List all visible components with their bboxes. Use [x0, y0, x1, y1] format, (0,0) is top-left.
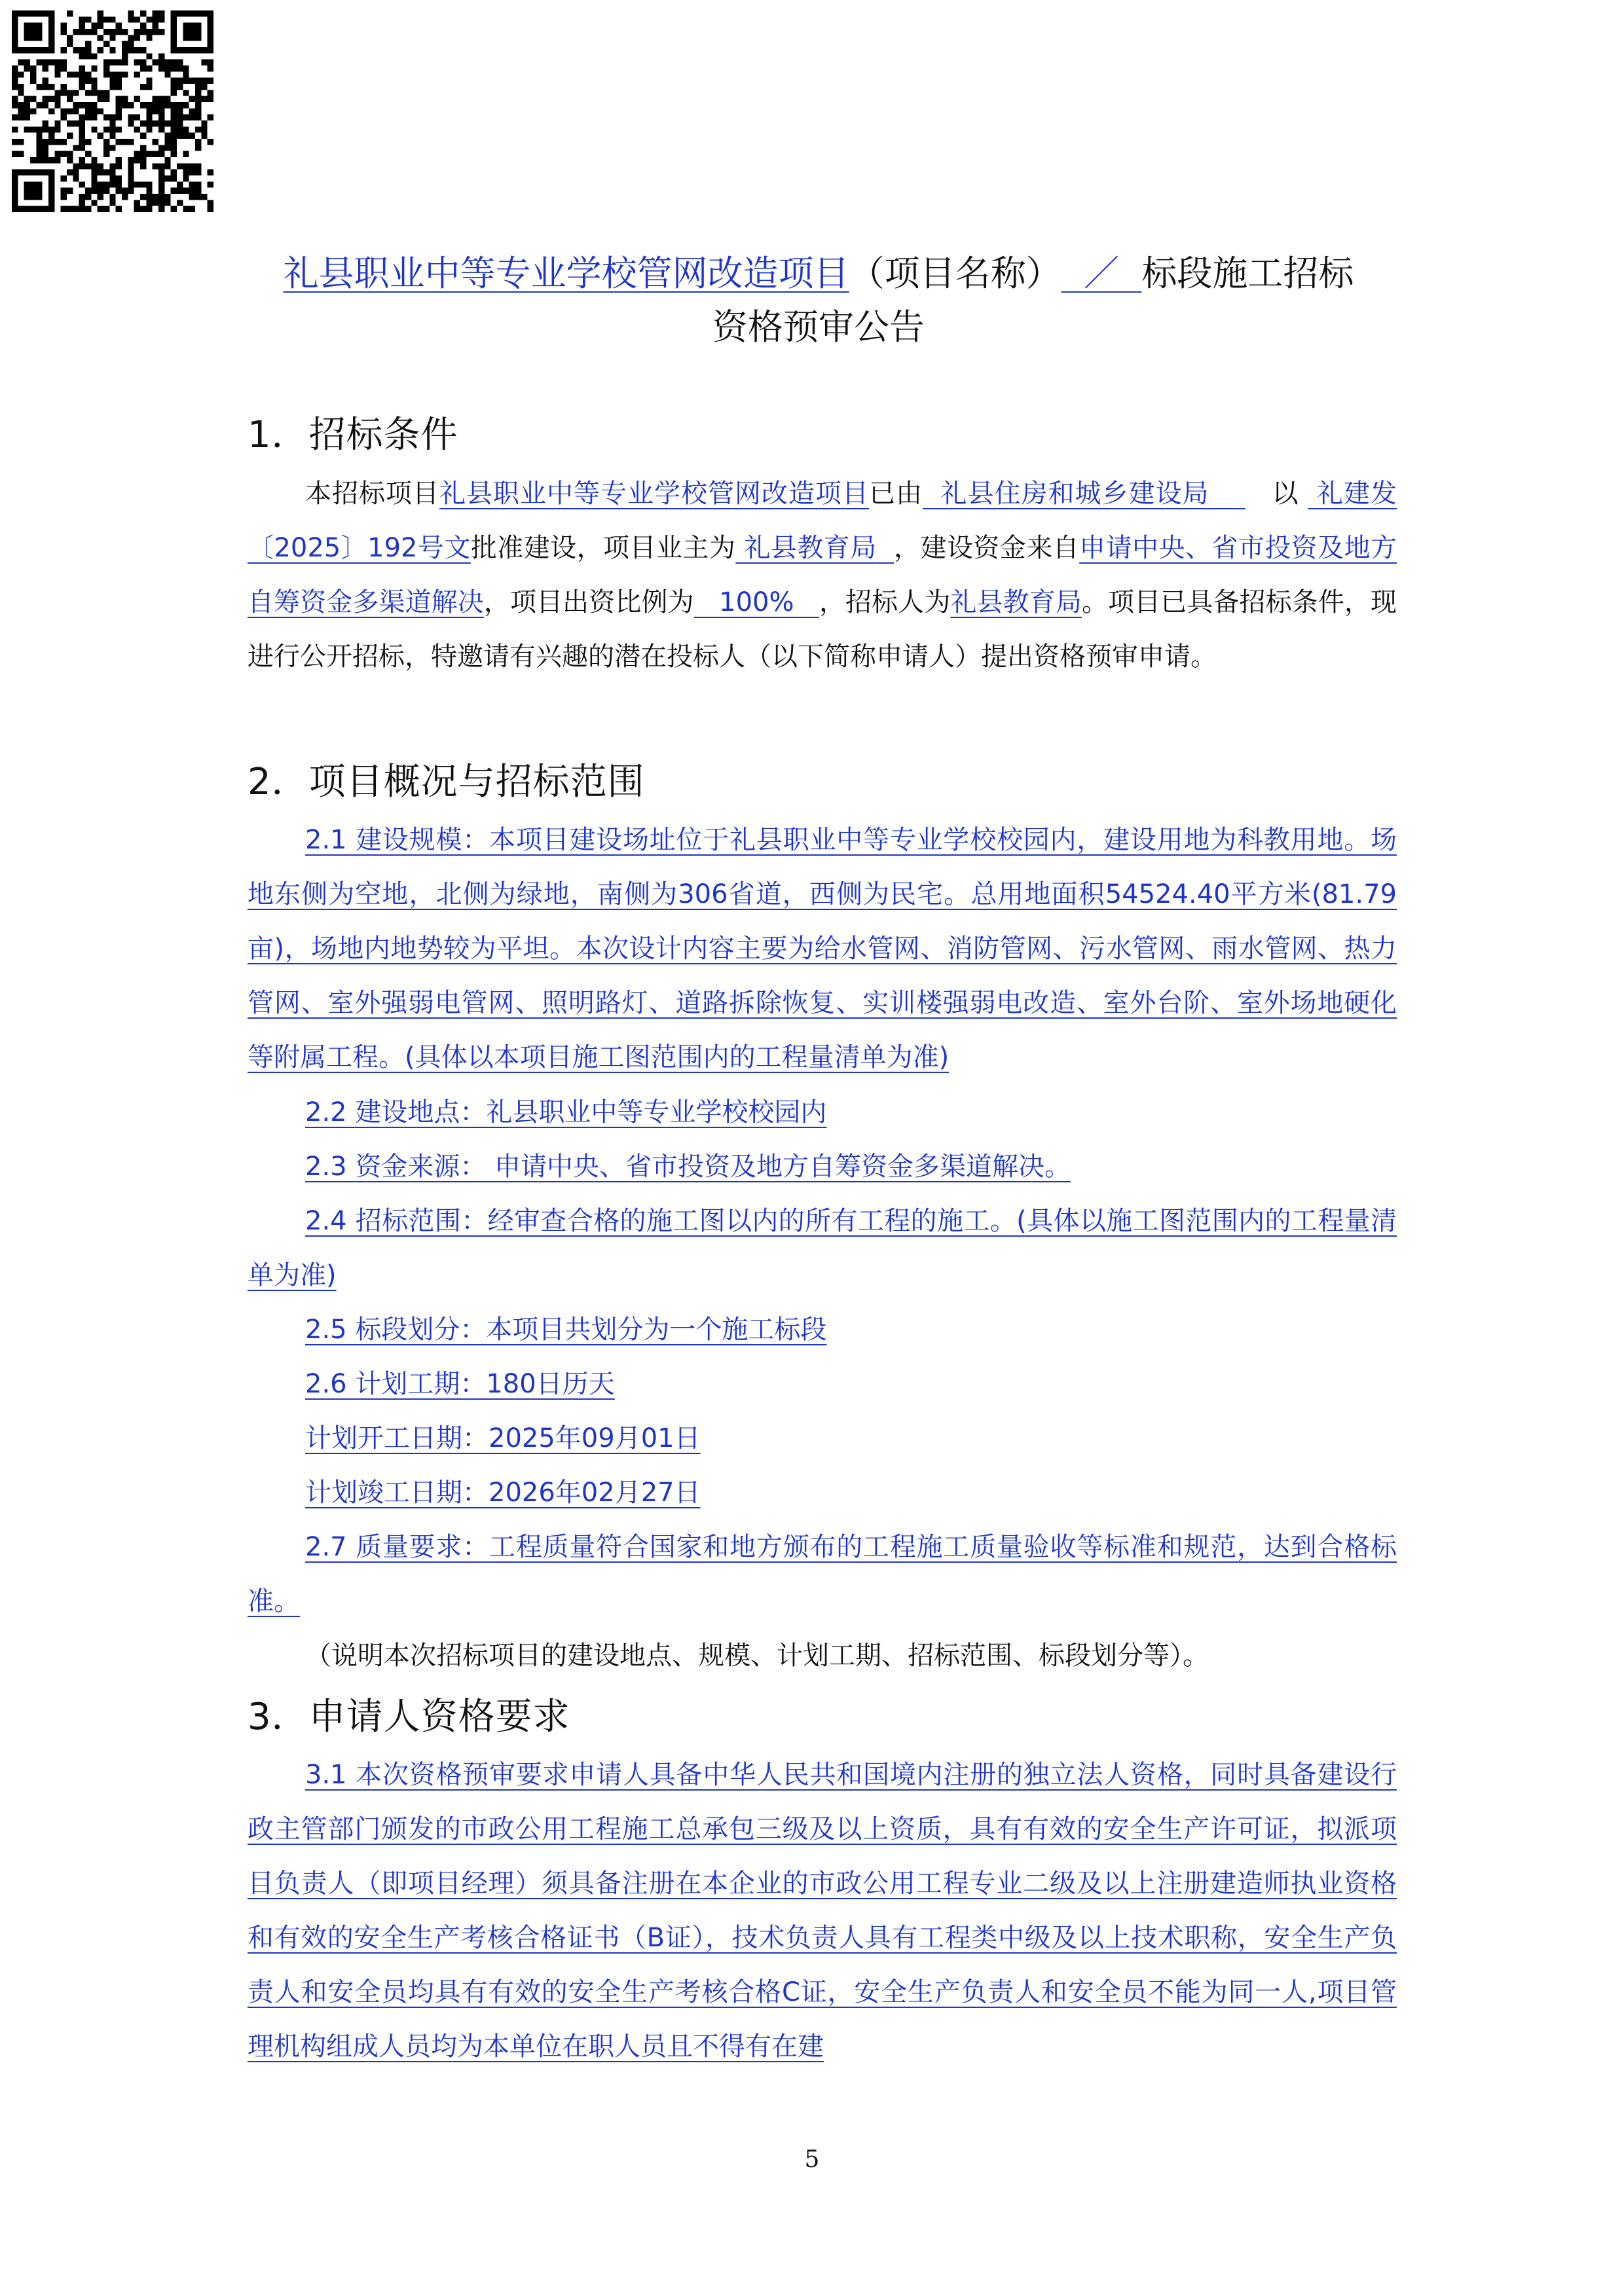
- section2-quality: [248, 1520, 1397, 1629]
- field-ratio: 100%: [719, 587, 794, 617]
- qr-code-graphic: [12, 10, 213, 212]
- qr-code: [12, 10, 213, 212]
- section2-lots: [305, 1303, 826, 1357]
- quality-text: 2.7 质量要求：工程质量符合国家和地方颁布的工程施工质量验收等标准和规范，达到合格标准。: [248, 1532, 1397, 1616]
- section2-duration: [305, 1357, 615, 1412]
- field-doc-no: 礼建发〔2025〕192号文: [248, 479, 1397, 563]
- text-run: ，招标人为: [819, 587, 951, 617]
- location-text: 2.2 建设地点：礼县职业中等专业学校校园内: [305, 1097, 827, 1127]
- qualification-text: 3.1 本次资格预审要求申请人具备中华人民共和国境内注册的独立法人资格，同时具备建设行政主管部门颁发的市政公用工程施工总承包三级及以上资质，具有有效的安全生产许可证，拟派项目负责人（即项目经理）须具备注册在本企业的市政公用工程专业二级及以上注册建造师执业资格和有效的安全生产考核合格证书（B证），技术负责人具有工程类中级及以上技术职称，安全生产负责人和安全员均具有有效的安全生产考核合格C证，安全生产负责人和安全员不能为同一人,项目管理机构组成人员均为本单位在职人员且不得有在建: [248, 1760, 1397, 2062]
- text-run: ，项目出资比例为: [483, 587, 694, 617]
- end-date-text: 计划竣工日期：2026年02月27日: [305, 1478, 701, 1508]
- funding-text: 2.3 资金来源： 申请中央、省市投资及地方自筹资金多渠道解决。: [305, 1152, 1071, 1182]
- title-project-name: 礼县职业中等专业学校管网改造项目: [283, 253, 849, 294]
- text-run: ，建设资金来自: [894, 533, 1080, 563]
- section3-heading: 3．申请人资格要求: [248, 1696, 570, 1738]
- lots-text: 2.5 标段划分：本项目共划分为一个施工标段: [305, 1315, 827, 1345]
- section2-location: [305, 1085, 826, 1140]
- title-section-fill: ／: [1084, 253, 1119, 294]
- duration-text: 2.6 计划工期：180日历天: [305, 1369, 615, 1399]
- section2-scope: [248, 1194, 1397, 1303]
- section2-note: （说明本次招标项目的建设地点、规模、计划工期、招标范围、标段划分等）。: [305, 1641, 1209, 1671]
- page-number: 5: [804, 2146, 820, 2173]
- document-subtitle: 资格预审公告: [712, 306, 925, 348]
- text-run: 批准建设，项目业主为: [470, 533, 736, 563]
- scale-text: 2.1 建设规模：本项目建设场址位于礼县职业中等专业学校校园内，建设用地为科教用地。场地东侧为空地，北侧为绿地，南侧为306省道，西侧为民宅。总用地面积54524.40平方米(81.79亩)，场地内地势较为平坦。本次设计内容主要为给水管网、消防管网、污水管网、雨水管网、热力管网、室外强弱电管网、照明路灯、道路拆除恢复、实训楼强弱电改造、室外台阶、室外场地硬化等附属工程。(具体以本项目施工图范围内的工程量清单为准): [248, 825, 1397, 1072]
- section2-start-date: [305, 1412, 701, 1466]
- field-approver: 礼县住房和城乡建设局: [940, 479, 1209, 509]
- text-run: 以: [1272, 479, 1299, 509]
- field-tenderer: 礼县教育局: [950, 587, 1082, 617]
- scope-text: 2.4 招标范围：经审查合格的施工图以内的所有工程的施工。(具体以施工图范围内的工程量清单为准): [248, 1206, 1397, 1290]
- section2-scale: [248, 813, 1397, 1085]
- field-owner: 礼县教育局: [744, 533, 877, 563]
- section2-funding: [305, 1140, 1071, 1194]
- section1-paragraph: [248, 467, 1397, 684]
- section2-end-date: [305, 1466, 701, 1520]
- section3-qualification: [248, 1748, 1397, 2074]
- title-name-label: （项目名称）: [849, 253, 1061, 294]
- text-run: 已由: [869, 479, 923, 509]
- field-project: 礼县职业中等专业学校管网改造项目: [439, 479, 870, 509]
- section1-heading: 1．招标条件: [248, 414, 458, 456]
- title-suffix: 标段施工招标: [1141, 253, 1354, 294]
- start-date-text: 计划开工日期：2025年09月01日: [305, 1423, 701, 1453]
- field-fund: 申请中央、省市投资及地方自筹资金多渠道解决: [248, 533, 1397, 617]
- text-run: 。项目已具备招标条件，现进行公开招标，特邀请有兴趣的潜在投标人（以下简称申请人）提出资格预审申请。: [248, 587, 1397, 672]
- section2-heading: 2．项目概况与招标范围: [248, 761, 645, 803]
- text-run: 本招标项目: [305, 479, 440, 509]
